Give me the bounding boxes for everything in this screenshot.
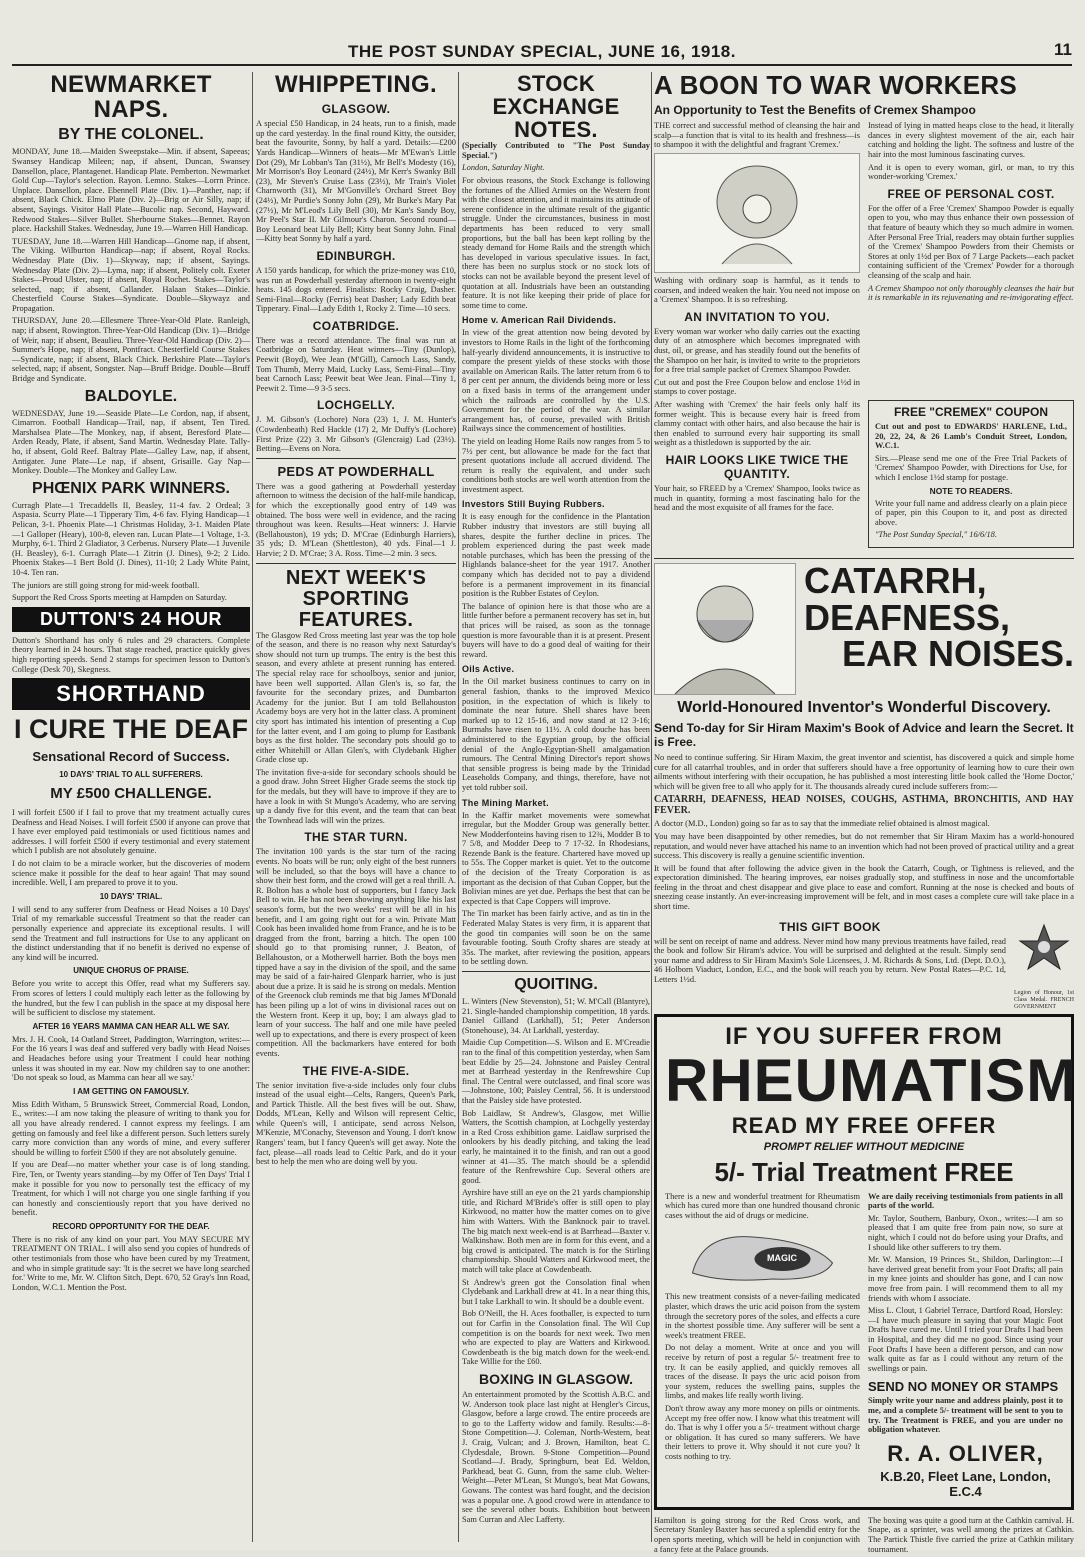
ear-noises-headline: EAR NOISES.: [841, 633, 1074, 675]
article-paragraph: Maidie Cup Competition—S. Wilson and E. M'Creadie ran to the final of this competition yesterday, when Sam beat Eddie by 25—24. Johnstone and Paisley Central met at Barrhead yesterday in the Renfrewshire Cup final. The Central were outclassed, and final score was—Johnstone, 100; Paisley Central, 56. It is understood that the Paisley side have protested.: [462, 1038, 650, 1105]
chorus-heading: UNIQUE CHORUS OF PRAISE.: [73, 966, 189, 976]
sensational-subhead: Sensational Record of Success.: [32, 749, 230, 765]
article-paragraph: Your hair, so FREED by a 'Cremex' Shampoo, looks twice as much in quantity, forming a most fascinating halo for the head and the most exquisite of all frames for the face.: [654, 483, 860, 513]
article-paragraph: After washing with 'Cremex' the hair feels only half its former weight. This is because every hair is freed from clammy contact with other hairs, and also because the hair is then enabled to surround every hair supporting its small weight as a thistledown is supported by the air.: [654, 400, 860, 448]
article-paragraph: The senior invitation five-a-side includes only four clubs instead of the usual eight—Celts, Rangers, Queen's Park, and Partick Thistle. All the best fives will be out. Shaw, Dodds, M'Lean, Kelly and Wilson will represent Celtic, while Queen's will, I anticipate, send across Nelson, M'Kenzie, M'Conachy, Stevenson and Young. I don't know Rangers' team, but I fancy Queen's will get away. Note the fact, please—all roads lead to Celtic Park, and do it your best to help the men who are doing well by you.: [256, 1080, 456, 1167]
mining-heading: The Mining Market.: [462, 797, 549, 808]
article-paragraph: There was a good gathering at Powderhall yesterday afternoon to witness the decision of the half-mile handicap, for which the exceptionally good entry of 149 was obtained. The boss were well in evidence, and the racing throughout was keen. Results—Heat winners: J. Harvie (Bellahouston), 19 yds; D. M'Crae (Edinburgh Harriers), 35 yds; D. M'Lean (Shettleston), 40 yds. Final—1 J. Harvie; 2 D. M'Crae; 3 A. Ross. Time—2 min. 3 secs.: [256, 481, 456, 558]
record-heading: RECORD OPPORTUNITY FOR THE DEAF.: [52, 1221, 210, 1231]
article-paragraph: Don't throw away any more money on pills or ointments. Accept my free offer now. I know what this treatment will do. That is why I offer you a 5/- treatment without charge or obligation. It has cured so many sufferers. We have their letters to prove it. Why should it not cure you? It costs nothing to try.: [665, 1403, 860, 1461]
coupon-text: Write your full name and address clearly on a plain piece of paper, pin this Coupon to it, and post as directed above.: [875, 498, 1067, 527]
divider: [654, 558, 1074, 559]
article-paragraph: There was a record attendance. The final was run at Coatbridge on Saturday. Heat winners—Tiny (Dunlop), Peewit (Boyd), Wee Jean (M'Gill), Carnoch Lass, Sandy, Tom Thumb, Merry Maid, Lucky Lass, Semi-Final—Tiny beat Carnoch Lass; Peewit beat Wee Jean. Final—Tiny 1, Peewit 2. Time—9 3-5 secs.: [256, 335, 456, 393]
testimonial-heading: We are daily receiving testimonials from patients in all parts of the world.: [868, 1191, 1063, 1211]
article-paragraph: Before you write to accept this Offer, read what my Sufferers say. From scores of letters I could multiply each letter as the following by the hundred, but the few I can publish in the space at my disposal here will be sufficient to disclose my statement.: [12, 979, 250, 1018]
quoiting-heading: QUOITING.: [514, 976, 598, 993]
next-week-heading: NEXT WEEK'S SPORTING FEATURES.: [285, 566, 427, 631]
contributed-note: (Specially Contributed to "The Post Sunday Special."): [462, 141, 650, 160]
catarrh-headline: CATARRH,: [804, 559, 987, 601]
article-paragraph: will be sent on receipt of name and address. Never mind how many previous treatments have failed, read the book and follow Sir Hiram's advice. You will be surprised and delighted at the result. Simply send your name and address to Sir Hiram Maxim's Sole Licensees, J. M. Richards & Sons, Ltd. (Dept. D.O.), 46 Holborn Viaduct, London, E.C., and the book will reach you by return. New Postal Rates—P.C. 1d, Letters 1½d.: [654, 936, 1006, 985]
illustration-caption: A Cremex Shampoo not only thoroughly cleanses the hair but it is remarkable in its rejuvenating and re-invigorating effect.: [868, 283, 1074, 303]
prompt-relief: PROMPT RELIEF WITHOUT MEDICINE: [763, 1140, 965, 1153]
coupon-notes-heading: NOTE TO READERS.: [929, 485, 1013, 496]
duttons-ad-text: Dutton's Shorthand has only 6 rules and 29 characters. Complete theory learned in 24 hours. That stage reached, practice quickly gives high reporting speeds. Send 2 stamps for specimen lesson to Dutton's College (Desk 70), Skegness.: [12, 635, 250, 674]
article-paragraph: MONDAY, June 18.—Maiden Sweepstake—Min. if absent, Sapeeas; Swansey Handicap Mileen; nap, if absent, Duncan, Swansey Dansellon, place, Plantagenet. Handicap Plate. Pemberton. Newmarket Gold Cup—Taylor's selection. Rayon. Lemno. Stakes—Lorrn Prince. Unplace. Dansellon, place. Ebennell Plate (Div. 1)—Panther, nap; if absent, Black Chick. Elmo Plate (Div. 2)—Brig or Air Silly, nap; if absent, Sayings. Visitor Hall Plate—Bucolic nap. Second, Hayward. Redwood Stakes—Silver Bullet. Sherbourne Stakes—Bennet. Rayon place. Hackshill Stakes. Wednesday, June 19.—Warren Hill Handicap.: [12, 147, 250, 234]
article-paragraph: Hamilton is going strong for the Red Cross work, and Secretary Stanley Baxter has secured a splendid entry for the open sports meeting, which will be held in conjunction with a fancy fete at the Palace grounds.: [654, 1515, 860, 1554]
article-paragraph: I do not claim to be a miracle worker, but the discoveries of modern science make it possible for the deaf to hear again! That may sound incredible. Well, I am prepared to prove it to you.: [12, 859, 250, 888]
column-2: [256, 72, 456, 1542]
foot-illustration: [665, 1223, 860, 1292]
article-paragraph: Instead of lying in matted heaps close to the head, it literally dances in every slightest movement of the air, each hair catching and holding the light. The softness and lustre of the hair into the most luminous fascinating curves.: [868, 121, 1074, 160]
edinburgh-heading: EDINBURGH.: [316, 248, 396, 263]
war-workers-subheading: An Opportunity to Test the Benefits of Cremex Shampoo: [654, 103, 976, 118]
article-paragraph: Support the Red Cross Sports meeting at Hampden on Saturday.: [12, 593, 227, 603]
article-paragraph: I will forfeit £500 if I fail to prove that my treatment actually cures Deafness and Head Noises. I will forfeit £500 if anyone can prove that I have ever employed paid testimonials or used fictitious names and addresses. I will forfeit £500 if every testimonial and every statement which I publish are not absolutely genuine.: [12, 808, 250, 856]
column-3: [462, 72, 650, 1542]
send-no-money: SEND NO MONEY OR STAMPS: [868, 1379, 1059, 1395]
boxing-heading: BOXING IN GLASGOW.: [478, 1370, 633, 1387]
testimonial: Miss L. Clout, 1 Gabriel Terrace, Dartford Road, Horsley:—I have much pleasure in saying that your Magic Foot Drafts have cured me. Until I tried your Drafts I had been in Hospital, and they did me no good. Since using your Foot Drafts I have been a different person, and can now walk quite as far as I could without any return of the swellings or pain.: [868, 1306, 1063, 1373]
whippeting-title: WHIPPETING.: [275, 71, 437, 98]
oliver-name: R. A. OLIVER,: [887, 1440, 1044, 1466]
rheumatism-ad: [654, 1014, 1078, 1510]
coupon-text: Sirs.—Please send me one of the Free Trial Packets of 'Cremex' Shampoo Powder, with Directions for Use, for which I enclose 1½d stamp for postage.: [875, 453, 1067, 482]
newmarket-title: NEWMARKET NAPS.: [50, 71, 212, 124]
send-today: Send To-day for Sir Hiram Maxim's Book of Advice and learn the Secret. It is Free.: [654, 720, 1074, 749]
article-paragraph: I will send to any sufferer from Deafness or Head Noises a 10 Days' Trial of my remarkable successful Treatment so that the reader can personally experience and appreciate its exceptional results. I will send the Treatment and full instructions for Use to any applicant on the distinct understanding that if no benefit is derived no expense of any kind will be incurred.: [12, 904, 250, 962]
article-paragraph: An entertainment promoted by the Scottish A.B.C. and W. Anderson took place last night at Hengler's Circus, Glasgow, before a large crowd. The entire proceeds are to go to the Lafferty widow and family. Results:—8-Stone Competition—J. Coleman, North-Western, beat J. Craig, Vulcan; and J. Brown, Hamilton, beat C. Clydesdale, Brown. 9-Stone Competition—Pound Scotland—J. Brady, Springburn, beat Ed. Weldon, Parkhead, beat G. Gunn, from the same club. Welter-Weight—Peter M'Lean, St Mungo's, beat Mat Gowans, Gowans. The contest was hard fought, and the decision was a popular one. A good crowd were in attendance to see the several other bouts. Exhibition bout between Sam Curran and Alec Lafferty.: [462, 1389, 650, 1524]
testimonial: Mr. Taylor, Southern, Banbury, Oxon., writes:—I am so pleased that I am quite free from pain now, so sure at night, which I could not do before using your Drafts, and I should like other sufferers to try them.: [868, 1213, 1063, 1252]
article-paragraph: Bob Laidlaw, St Andrew's, Glasgow, met Willie Watters, the Scottish champion, at Lochgelly yesterday in a Red Cross exhibition game. Laidlaw surprised the onlookers by his deadly pitching, and taking the lead early, he maintained it to the finish, and ran out a good winner at 41—35. The match should be a splendid feature of the Renfrewshire Cup. Several others are good.: [462, 1108, 650, 1185]
shampoo-illustration: [654, 153, 860, 273]
column-4: [654, 70, 1078, 1554]
testimonial: Mr. W. Mansion, 19 Princes St., Shildon, Darlington:—I have derived great benefit from your Foot Drafts; all pain in my knee joints and shoulder has gone, and I can now move free from pain. I will recommend them to all my friends with whom I associate.: [868, 1255, 1063, 1303]
oils-heading: Oils Active.: [462, 664, 515, 675]
cremex-coupon[interactable]: [868, 400, 1074, 548]
article-paragraph: No need to continue suffering. Sir Hiram Maxim, the great inventor and scientist, has discovered a quick and simple home cure for all catarrhal troubles, and in order that sufferers should have a free opportunity of learning how to cure their own ailments without interfering with their occupation, he has published a most interesting little book called the 'Home Doctor,' which will be given free to all who apply for it. The thousands already cured include sufferers from:—: [654, 752, 1074, 791]
rubbers-heading: Investors Still Buying Rubbers.: [462, 499, 605, 510]
medal-icon: [1014, 915, 1074, 985]
article-paragraph: In the Kaffir market movements were somewhat irregular, but the Modder Group was generally better. New Modderfonteins having risen to 12¾, Modder B to 7 5/8, and Modder Deep to 7 17-32. In Rhodesians, Rezende Bank is the feature. Chartered have moved up to 55s. The Copper market is quiet. Yet to the outcome of the decision of the Treaty Corporation is as important as the decision of that Cuban Copper, but the Bolivian mines are yet due. Perhaps the best that can be expected is that Cape Coppers will improve.: [462, 810, 650, 906]
article-paragraph: L. Winters (New Stevenston), 51; W. M'Call (Blantyre), 21. Single-handed championship competition, 18 yards. Daniel Gilland (Larkhall), 51; Peter Anderson (Stonehouse), 34. At Larkhall, yesterday.: [462, 997, 650, 1035]
article-paragraph: If you are Deaf—no matter whether your case is of long standing. Fire, Ten, or Twenty years standing—by my Offer of Ten Days' Trial I make it possible for you now to personally test the efficacy of my Treatment, for which I will not charge you one single farthing if you can honestly and conscientiously report that you have derived no benefit.: [12, 1160, 250, 1218]
divider: [256, 563, 456, 564]
article-paragraph: The Glasgow Red Cross meeting last year was the top hole of the season, and there is no reason why next Saturday's show should not turn up trumps. The entry is the best this season, and every athlete at present running has entered. The special relay race for schoolboys, senior and junior, have been well supported. Allan Glen's is, so far, the favourite for the secondary prizes, and Dumbarton Academy for the junior. But I am told Bellahouston Academy boys are very hot in the latter class. A prominent city sport has intimated his intention of presenting a Cup for the latter event, and I am going to plump for Eastbank boys as the first holder. The secondary pots should go to either Whitehill or Allan Glen's, with Clydebank Higher Grade close up.: [256, 630, 456, 765]
glasgow-heading: GLASGOW.: [321, 102, 391, 117]
twice-heading: HAIR LOOKS LIKE TWICE THE QUANTITY.: [665, 452, 849, 481]
foot-plaster-icon: [665, 1223, 860, 1287]
article-paragraph: WEDNESDAY, June 19.—Seaside Plate—Le Cordon, nap, if absent, Cimarron. Football Handicap—Trail, nap, if absent, Ten Tired. Marshalsea Plate—The Monkey, nap, if absent, Beresford Plate—Arden Ready, Plate, if absent, Sand Martin. Wednesday Plate. Tally-ho, if absent, Gold Reef. Baltray Plate—Galley Law, nap, if absent, Antigater. June Plate—Le nap, if absent, Grisaille. Gay Nap—Monkey. Double—The Monkey and Galley Law.: [12, 408, 250, 476]
article-paragraph: Cut out and post the Free Coupon below and enclose 1½d in stamps to cover postage.: [654, 377, 860, 397]
coupon-address: Cut out and post to EDWARDS' HARLENE, Ltd., 20, 22, 24, & 26 Lamb's Conduit Street, London, W.C.1.: [875, 422, 1067, 451]
article-paragraph: For the offer of a Free 'Cremex' Shampoo Powder is equally open to you, who may thus enhance their own possession of that feature of beauty which they so much admire in women. After Personal Free Trial, readers may obtain further supplies of the 'Cremex' Shampoo Powders from their Chemists or Stores at only 1½d per Box of 7 Large Packets—each packet containing sufficient of the 'Cremex' Powder for a thorough cleansing of the scalp and hair.: [868, 203, 1074, 281]
column-rule: [252, 72, 253, 1542]
catarrh-ad: [654, 559, 1074, 695]
article-paragraph: It is easy enough for the confidence in the Plantation Rubber industry that investors are still buying all shares, despite the further decline in prices. The problem experienced during the past week made notable purchases, which has been the pressing of the Highlands balance-sheet for the year 1917. Another company which has decided not to pay a dividend before is a permanent improvement in its financial position is the Rubber Estates of Ceylon.: [462, 512, 650, 599]
column-rule: [458, 72, 459, 1542]
article-paragraph: It will be found that after following the advice given in the book the Catarrh, Cough, or Tightness is relieved, and the expectoration diminished. The hearing improves, ear noises gradually stop, and stuffiness in nose and the uncomfortable feeling in the throat and chest disappear and give place to ease and comfort. Running at the nose is checked and bouts of sneezing cease instantly. An ever-increasing improvement will be felt, and in most cases a complete cure will take place in a short time.: [654, 863, 1074, 912]
oliver-address: K.B.20, Fleet Lane, London, E.C.4: [880, 1468, 1051, 1499]
article-paragraph: In the Oil market business continues to carry on in general fashion, thanks to the improved Mexico position, in the expectation of which is likely to dominate the near future. Shell shares have been marked up to 12 15-16, and now stand at 12 3-16; Burmahs have risen to 11½. A cold douche has been administered to the Egyptian group, by the official denial of the Anglo-Egyptian-Shell amalgamation rumours. The Central Mining Director's report shows that sensible progress is being made by the Trinidad Leaseholds Company, and things, therefore, have not yet told rubber soil.: [462, 677, 650, 792]
article-paragraph: The balance of opinion here is that those who are a little further before a permanent recovery has set in, but that prices will be raised, as soon as the tonnage question is more favourable than it is at present. Present buyers will have to do a good deal of waiting for their reward.: [462, 601, 650, 659]
article-paragraph: The invitation 100 yards is the star turn of the racing events. No boats will be run; only eight of the best runners will be included, so that the boys will have a chance to show their best form, and the crowd will get a real thrill. A. R. Bolton has a whole host of supporters, but I fancy Jack Bell to win. He has not been showing anything like his last season's form, but the two weeks' rest will be all in his benefit, and I am going right out for a win. Private Matt Cook has been invalided home from France, and he is to be dragged from the front, barring a hitch. The open 100 should go to that promising runner, J. Beaton, of Bellahouston, or a Motherwell harrier. Both the boys men tipped have a say in the division of the spoil, and the same may be said of a fair-haired Glenpark harrier, who is just about due a prize. It is said he is strong on medals. Mention of the Greenock club reminds me that big James M'Donald has been piling up a lot of wins in divisional races out on the Western front. Keep it up, boy; I am always glad to learn of your success. The half and one mile have peeled well up to expectations, and there is every prospect of keen competition. All the backmarkers have entered for both events.: [256, 847, 456, 1058]
ailment-list: CATARRH, DEAFNESS, HEAD NOISES, COUGHS, ASTHMA, BRONCHITIS, AND HAY FEVER.: [654, 794, 1074, 817]
phoenix-heading: PHŒNIX PARK WINNERS.: [32, 479, 230, 497]
article-paragraph: Every woman war worker who daily carries out the exacting duty of an atmosphere which becomes impregnated with dust, oil, or grease, and has steadily found out the benefits of the Shampoo on her hair, is invited to write to the proprietors for a free trial sample packet of Cremex Shampoo Powder.: [654, 326, 860, 375]
byline: BY THE COLONEL.: [58, 126, 204, 144]
article-paragraph: The boxing was quite a good turn at the Cathkin carnival. H. Snape, as a sprinter, was well among the prizes at Cathkin. The Partick Thistle five carried the prize at Cathkin military tournament.: [868, 1515, 1074, 1554]
famously-heading: I AM GETTING ON FAMOUSLY.: [73, 1086, 189, 1096]
article-paragraph: A 150 yards handicap, for which the prize-money was £10, was run at Powderhall yesterday afternoon in twenty-eight heats. 145 dogs entered. Finalists: Rocky Craig, Dasher. Semi-Final—Rocky (Ferris) beat Dasher; Lady Edith beat Tipperary. Final—Lady Edith 1, Rocky 2. Time—10 secs.: [256, 265, 456, 314]
coupon-reference: "The Post Sunday Special," 16/6/18.: [875, 530, 997, 540]
coupon-title: FREE "CREMEX" COUPON: [893, 405, 1049, 420]
magic-label: MAGIC: [767, 1253, 797, 1264]
masthead-title: THE POST SUNDAY SPECIAL, JUNE 16, 1918.: [348, 42, 736, 61]
article-paragraph: There is no risk of any kind on your part. You MAY SECURE MY TREATMENT ON TRIAL. I will also send you copies of hundreds of other testimonials from those who have been cured by my Treatment, and who in simple gratitude say: 'It is the secret we have long searched for.' Write to me, Mr. W. Clifton Sitch, Dept. 670, 52 Gray's Inn Road, London, W.C.1. Mention the Post.: [12, 1234, 250, 1292]
invitation-heading: AN INVITATION TO YOU.: [684, 309, 830, 324]
read-offer: READ MY FREE OFFER: [731, 1112, 997, 1138]
deafness-headline: DEAFNESS,: [804, 596, 1011, 638]
portrait-icon: [655, 564, 795, 694]
article-paragraph: The juniors are still going strong for mid-week football.: [12, 580, 200, 590]
article-paragraph: Washing with ordinary soap is harmful, as it tends to coarsen, and indeed weaken the hair. You need not impose on a 'Cremex' Shampoo. It is so refreshing.: [654, 276, 860, 305]
article-paragraph: J. M. Gibson's (Lochore) Nora (23) 1, J. M. Hunter's (Cowdenbeath) Red Hackle (17) 2, Mr Duffy's (Lochore) First Prize (22) 3. Mr Gibson's (Glencraig) Lad (23½). Betting—Evens on Nora.: [256, 415, 456, 454]
article-paragraph: There is a new and wonderful treatment for Rheumatism which has cured more than one hundred thousand chronic cases without the aid of drugs or medicine.: [665, 1191, 860, 1220]
coatbridge-heading: COATBRIDGE.: [312, 318, 400, 333]
article-paragraph: A special £50 Handicap, in 24 heats, run to a finish, made up the card yesterday. In the final round Kitty, the outsider, beat the favourite, Sonny, by half a yard. Details:—£200 Yards Handicap—Winners of heats—Mr M'Ewan's Little Dot (29), Mr Lobban's Tan (31½), Mr Bell's Modesty (16), Mr Morrison's Boy Leonard (24½), Mr Kerr's Swanky Bill (23), Mr Steven's Cruise Lass (23½), Mr Train's Violet Charnworth (31), Mr M'Gonville's Orchard Street Boy (24½), Mr Purdie's Sonny John (29), Mr Burke's Mary Pat (27½), Mr M'Leod's Lily Bell (30), Mr Kan's Sandy Boy, Mr Peel's Star II. Mr Gilmour's Charon. Second round—Boy Leonard beat Lily Bell; Kitty beat Sonny John. Final—Kitty beat Sonny by half a yard.: [256, 119, 456, 244]
challenge-heading: MY £500 CHALLENGE.: [50, 785, 212, 803]
article-paragraph: You may have been disappointed by other remedies, but do not remember that Sir Hiram Maxim has a world-honoured reputation, and would never have attached his name to an invention which had not been proved of practical utility and a great success. This discovery is really a genuine scientific invention.: [654, 831, 1075, 861]
five-a-side-heading: THE FIVE-A-SIDE.: [302, 1063, 410, 1078]
article-paragraph: Mrs. J. H. Cook, 14 Oatland Street, Paddington, Warrington, writes:—For the 16 years I was deaf and suffered very badly with Head Noises and Headaches before using your Treatment I could hear nothing unless it was shouted in my ear. Now my children say to one another: 'Do not speak so loud, as Mamma can hear all we say.': [12, 1034, 250, 1083]
cremex-lower: [654, 400, 1074, 554]
article-paragraph: Ayrshire have still an eye on the 21 yards championship title, and Richard M'Bride's offer is still open to play Kirkwood, no matter how the matter comes on to give him with Watters. With the Banknock pair to travel. The big match next week-end is at Barrhead—Baxter v. Walkinshaw. Both men are in form for this event, and a big crowd is anticipated. The match is for the Stirling championship. Should Watters and Kirkwood meet, the match will take place at Cowdenbeath.: [462, 1188, 650, 1275]
medal-caption: Legion of Honour, 1st Class Medal. FRENCH GOVERNMENT: [1014, 989, 1074, 1010]
rheumatism-headline: RHEUMATISM: [665, 1046, 1078, 1114]
woman-hair-icon: [655, 154, 859, 272]
divider: [462, 971, 650, 972]
column-1: [12, 72, 250, 1542]
rheumatism-body: [665, 1192, 1063, 1501]
baldoyle-heading: BALDOYLE.: [84, 387, 178, 405]
article-paragraph: The yield on leading Home Rails now ranges from 5 to 7½ per cent, but allowance be made for the fact that present quotations include all accrued dividend. The return is really the equivalent, and under such conditions both stocks are well worth attention from the investment aspect.: [462, 436, 650, 494]
peds-heading: PEDS AT POWDERHALL: [277, 463, 435, 479]
cremex-ad-body: [654, 121, 1074, 400]
duttons-banner: DUTTON'S 24 HOUR: [12, 607, 250, 632]
article-paragraph: THE correct and successful method of cleansing the hair and scalp—a function that is vital to its health and freshness—is to shampoo it with the delightful and fragrant 'Cremex.': [654, 121, 860, 150]
rail-heading: Home v. American Rail Dividends.: [462, 315, 617, 326]
article-paragraph: The Tin market has been fairly active, and as tin in the Federated Malay States is very firm, it is apparent that the good tin companies will soon be on the same favourable footing. South Crofty shares are steady at 35s. The market, after reviewing the position, appears to be settling down.: [462, 909, 650, 967]
after-years-heading: AFTER 16 YEARS MAMMA CAN HEAR ALL WE SAY.: [32, 1021, 230, 1031]
dateline: London, Saturday Night.: [462, 163, 545, 173]
article-paragraph: THURSDAY, June 20.—Ellesmere Three-Year-Old Plate. Ranleigh, nap; if absent, Rowington. Three-Year-Old Handicap (Div. 1)—Bridge of Weir, nap; if absent, Beaulieu. Three-Year-Old Handicap (Div. 2)—Summer's Hope, nap; if absent, Pontfract. Chesterfield Course Stakes—Syndicate, nap; if absent, Black Chick. Berkshire Plate—Taylor's selected, nap; if absent, Songster. Nap—Bruff Bridge. Double—Bruff Bridge and Syndicate.: [12, 316, 250, 384]
trial-heading: 10 DAYS' TRIAL.: [99, 891, 163, 901]
article-paragraph: Miss Edith Witham, 5 Brunswick Street, Commercial Road, London, E., writes:—I am now taking the pleasure of writing to thank you for all you have already rendered. I cannot express my feelings. I am getting on famously and feel like a different person. Such letters surely carry more conviction than any words of mine, and every sufferer should be willing to forfeit £500 if they are not absolutely genuine.: [12, 1099, 250, 1157]
article-paragraph: St Andrew's green got the Consolation final when Clydebank and Larkhall drew at 41. In a near thing this, but I take Larkhall to win. It should be a double event.: [462, 1277, 650, 1306]
free-personal-heading: FREE OF PERSONAL COST.: [887, 186, 1055, 201]
column-rule: [651, 72, 652, 1542]
inventor-portrait: [654, 563, 796, 695]
article-paragraph: Bob O'Neill, the H. Aces footballer, is expected to turn out for Carfin in the Consolation final. The Wil Cup competition is on the boards for next week. Two men who are expected to play are Watters and Kirkwood. Cowdenbeath is the big match down for the week-end. Take Willie for the £60.: [462, 1309, 650, 1367]
lochgelly-heading: LOCHGELLY.: [317, 398, 395, 413]
bottom-notes: [654, 1516, 1074, 1557]
article-paragraph: A doctor (M.D., London) going so far as to say that the immediate relief obtained is almost magical.: [654, 819, 990, 829]
article-paragraph: The invitation five-a-side for secondary schools should be a good draw. John Street Higher Grade seems the stock tip for the medals, but they will have to improve if they are to have a look in with St Mungo's Academy, who are serving up a dandy five for this event, and the team that can beat the Townhead lads will win the prizes.: [256, 767, 456, 825]
masthead: [12, 40, 1072, 66]
star-turn-heading: THE STAR TURN.: [304, 830, 408, 845]
shorthand-banner: SHORTHAND: [12, 678, 250, 710]
gift-book-heading: THIS GIFT BOOK: [779, 919, 881, 934]
article-paragraph: TUESDAY, June 18.—Warren Hill Handicap—Gnome nap, if absent, The Viking. Wilburton Handicap—nap; if absent, Royal Rocks. Wednesday Plate (Div. 1)—Skyway, nap; if absent, Sayings. Wednesday Plate (Div. 2)—Lyma, nap; if absent, Politely colt. Exeter Stakes—Proud Ulster, nap; if absent, Royal Rochet. Stakes—Taylor's selected, nap; if absent, Callander. Halaan Stakes—Dinkie. Chesterfield Course Stakes—Syndicate. Double—Skywayz and Propagation.: [12, 236, 250, 313]
gift-book-row: [654, 915, 1074, 1014]
world-honoured-heading: World-Honoured Inventor's Wonderful Discovery.: [677, 698, 1051, 716]
stock-exchange-title: STOCK EXCHANGE NOTES.: [492, 71, 620, 143]
article-paragraph: This new treatment consists of a never-failing medicated plaster, which draws the uric acid poison from the system through the secretory pores of the soles, and effects a cure in the shortest possible time. Any sufferer will be sent a week's treatment FREE.: [665, 1292, 860, 1340]
war-workers-headline: A BOON TO WAR WORKERS: [654, 70, 1018, 100]
rheum-top: IF YOU SUFFER FROM: [725, 1022, 1003, 1050]
divider: [256, 458, 456, 459]
cure-deaf-headline: I CURE THE DEAF: [13, 714, 248, 745]
trial-treatment: 5/- Trial Treatment FREE: [714, 1156, 1014, 1187]
article-paragraph: And it is open to every woman, girl, or man, to try this wonder-working 'Cremex.': [868, 162, 1074, 182]
article-paragraph: Do not delay a moment. Write at once and you will receive by return of post a regular 5/- treatment free to try. It can be easily applied, and quickly removes all traces of the disease. It pays the uric acid poison from your system, reduces the swelling pains, supples the limbs, and makes life really worth living.: [665, 1343, 860, 1401]
article-paragraph: For obvious reasons, the Stock Exchange is following the fortunes of the Allied Armies on the Western front with the closest attention, and it maintains its attitude of serene confidence in the ultimate result of the gigantic struggle. Under the circumstances, business in most departments has been reduced to very small proportions, but the ball has been kept rolling by the steady demand for Home Rails and the strength which has developed in various speculative issues. In fact, there has been no surplus stock or no stock lots of stocks can not be available beyond the present level of quotation at all. Industrials have been an outstanding feature. It is not like keeping their pride of place for some time to come.: [462, 176, 650, 310]
article-paragraph: Curragh Plate—1 Trecaddells II, Beasley, 11-4 fav. 2 Ordeal; 3 Aspasia. Scurry Plate—1 Tipperary Tim, 4-6 fav. Flying Handicap—1 Pelican, 3-1. Phoenix Plate—1 Christmas Holiday, 3-1. Maiden Plate—1 Galloper (Heary), 100-8, eleven ran. Lucan Plate—1 Voltage, 1-3. Murphy, 6-1. Third 2 Gladiator, 3 Cerberus. Nursery Plate—1 Juvenile (H. Beasley), 6-1. Curragh Plate—1 Zitrin (J. Dines), 9-2; 2 Lido. Phoenix Stakes—1 Bert Bold (J. Dines), 11-10; 2 Lady White Paint, 10-4. Ten ran.: [12, 500, 250, 577]
article-paragraph: Simply write your name and address plainly, post it to me, and a complete 5/- treatment will be sent to you to try. The Treatment is FREE, and you are under no obligation whatever.: [868, 1396, 1063, 1435]
page-number: 11: [1054, 40, 1072, 59]
trial-note: 10 DAYS' TRIAL TO ALL SUFFERERS.: [59, 770, 203, 780]
article-paragraph: In view of the great attention now being devoted by investors to Home Rails in the light of the forthcoming half-yearly dividend announcements, it is instructive to compare the present yields of these stocks with those available on American Rails. The latter return from 6 to 8 per cent per annum, the dividends being more or less on a fixed basis in terms of the arrangement under which the railroads are controlled by the U.S. Government for the period of the war. A similar arrangement has, of course, prevailed with British Railways since the commencement of hostilities.: [462, 328, 650, 434]
